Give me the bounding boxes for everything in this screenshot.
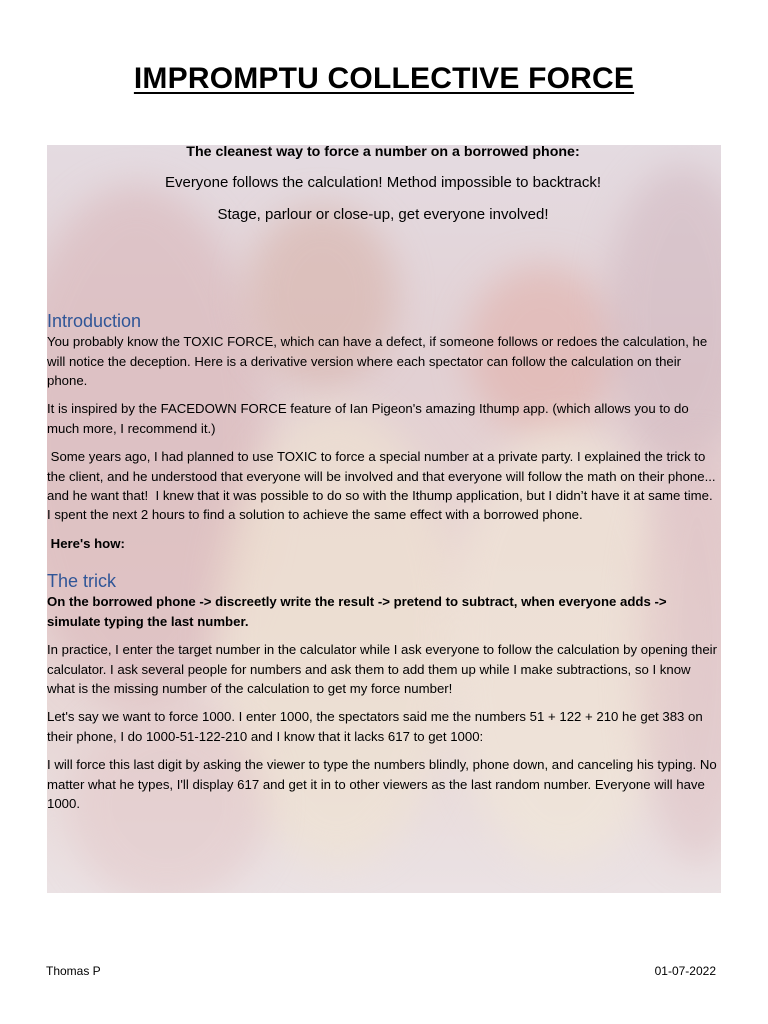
intro-paragraph: It is inspired by the FACEDOWN FORCE feature of Ian Pigeon's amazing Ithump app. (which allows you to do much more, I recommend it.) — [47, 401, 689, 436]
trick-paragraph: In practice, I enter the target number in the calculator while I ask everyone to follow the calculation by opening their calculator. I ask several people for numbers and ask them to add them up while I make subtractions, so I know what is the missing number of the calculation to get my force number! — [47, 642, 718, 696]
tagline-1: Everyone follows the calculation! Method impossible to backtrack! — [164, 174, 602, 192]
tagline-bold: The cleanest way to force a number on a borrowed phone: — [186, 144, 580, 160]
trick-paragraph: I will force this last digit by asking the viewer to type the numbers blindly, phone down, and canceling his typing. No matter what he types, I'll display 617 and get it in to other viewers as the last random number. Everyone will have 1000. — [47, 757, 717, 811]
trick-summary: On the borrowed phone -> discreetly write the result -> pretend to subtract, when everyone adds -> simulate typing the last number. — [47, 594, 667, 629]
document-title: IMPROMPTU COLLECTIVE FORCE — [133, 62, 635, 95]
introduction-heading: Introduction — [47, 311, 142, 332]
trick-heading: The trick — [47, 571, 117, 592]
intro-paragraph: You probably know the TOXIC FORCE, which can have a defect, if someone follows or redoes the calculation, he will notice the deception. Here is a derivative version where each spectator can follow the calculation on their phone. — [47, 334, 708, 389]
intro-paragraph: Some years ago, I had planned to use TOXIC to force a special number at a private party. I explained the trick to the client, and he understood that everyone will be involved and that everyone will follow the math on their phone... and he want that! I knew that it was possible to do so with the Ithump application, but I didn’t have it at same time. I spent the next 2 hours to find a solution to achieve the same effect with a borrowed phone. — [47, 449, 720, 523]
footer-date: 01-07-2022 — [654, 964, 716, 978]
heres-how-label: Here's how: — [47, 535, 125, 551]
trick-paragraph: Let's say we want to force 1000. I enter 1000, the spectators said me the numbers 51 + 122 + 210 he get 383 on their phone, I do 1000-51-122-210 and I know that it lacks 617 to get 1000: — [47, 709, 703, 744]
footer-author: Thomas P — [46, 964, 101, 978]
document-body — [47, 145, 719, 813]
tagline-2: Stage, parlour or close-up, get everyone involved! — [217, 205, 549, 223]
